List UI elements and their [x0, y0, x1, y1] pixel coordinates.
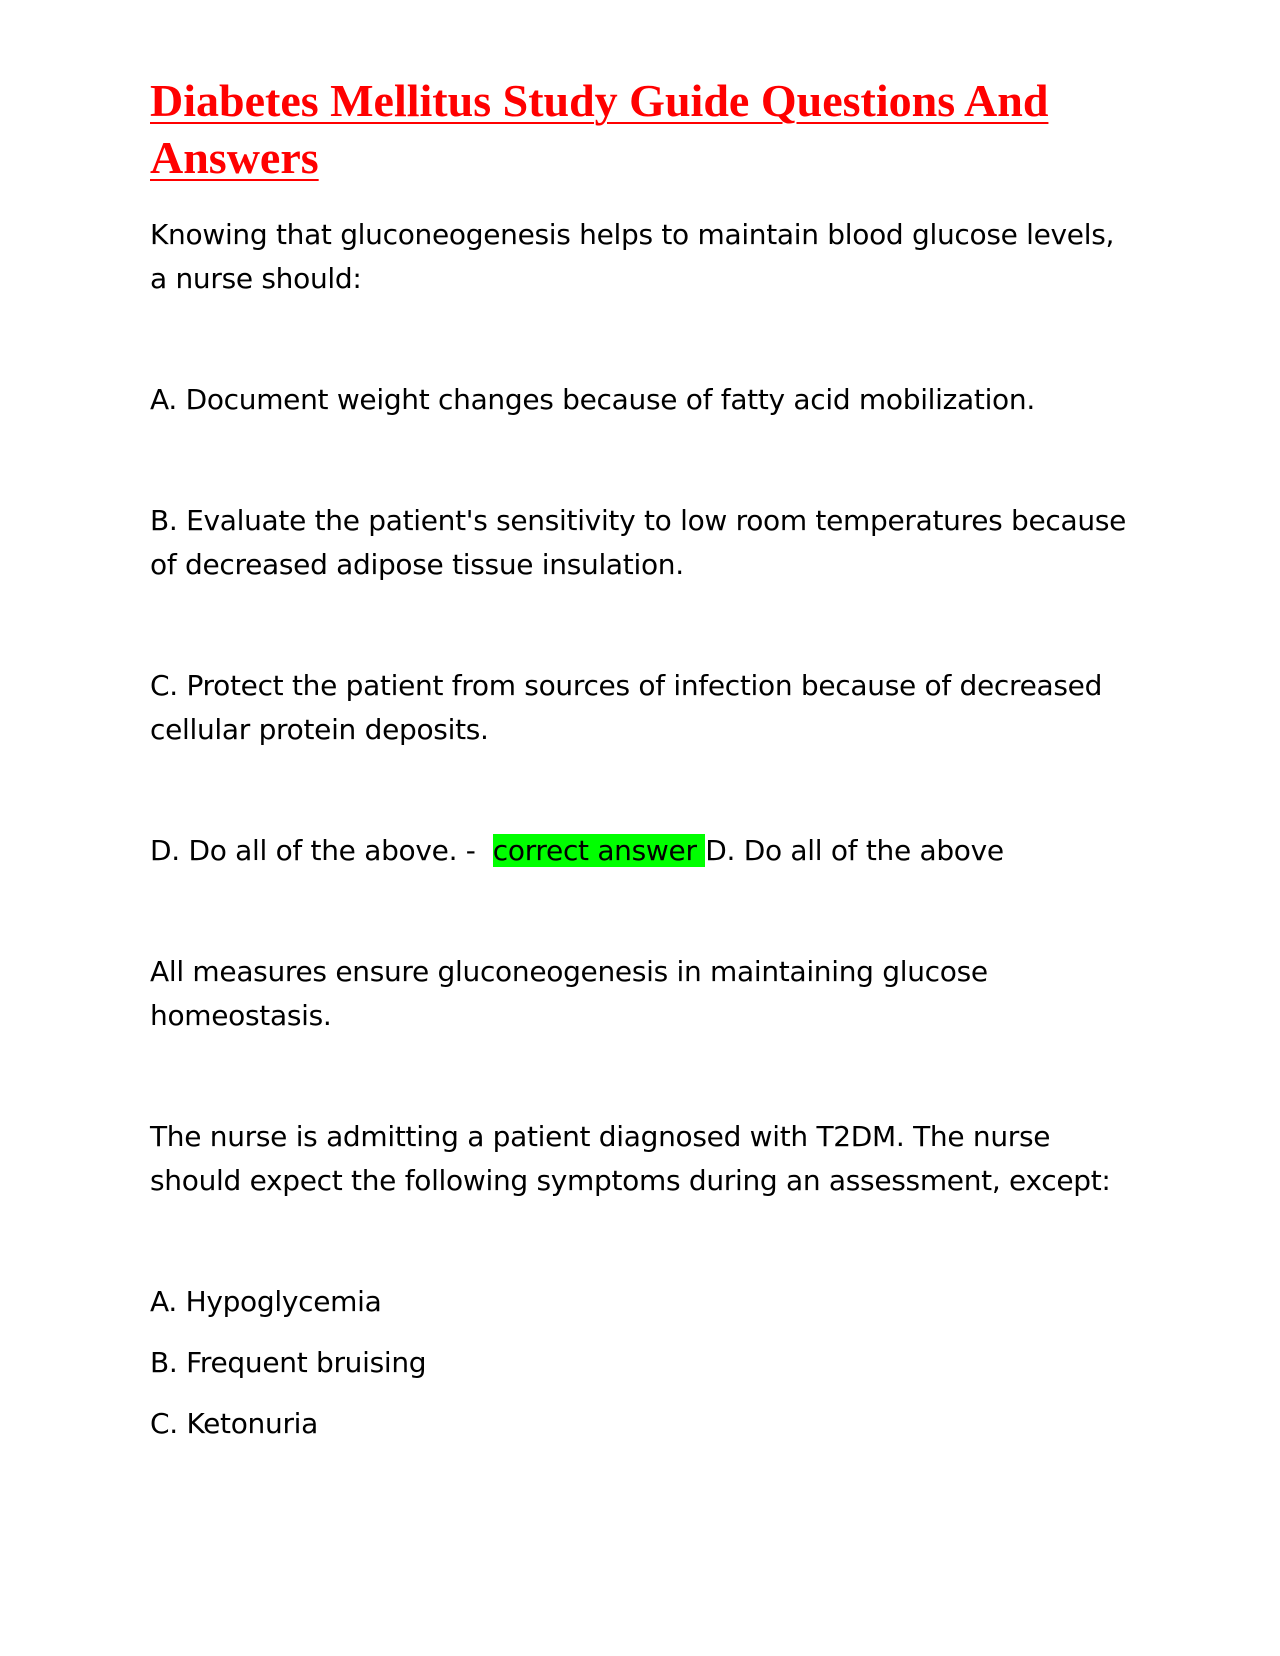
question-2-option-a: A. Hypoglycemia: [150, 1285, 382, 1318]
question-1-option-a: A. Document weight changes because of fatty acid mobilization.: [150, 383, 1035, 416]
question-1-rationale: All measures ensure gluconeogenesis in maintaining glucose homeostasis.: [150, 955, 988, 1032]
correct-answer-text: D. Do all of the above: [705, 834, 1004, 867]
question-2-option-b: B. Frequent bruising: [150, 1346, 427, 1379]
question-2-option-c: C. Ketonuria: [150, 1407, 318, 1440]
document-page: [150, 72, 1130, 1463]
correct-answer-highlight: correct answer: [492, 834, 706, 867]
question-2-stem: The nurse is admitting a patient diagnosed with T2DM. The nurse should expect the following symptoms during an assessment, except:: [150, 1120, 1111, 1197]
document-title: Diabetes Mellitus Study Guide Questions And Answers: [150, 75, 1049, 183]
question-1-stem: Knowing that gluconeogenesis helps to maintain blood glucose levels, a nurse should:: [150, 218, 1115, 295]
question-1-option-d: [150, 829, 1130, 873]
question-1-option-b: B. Evaluate the patient's sensitivity to low room temperatures because of decreased adipose tissue insulation.: [150, 504, 1127, 581]
question-1-option-c: C. Protect the patient from sources of infection because of decreased cellular protein deposits.: [150, 669, 1103, 746]
option-d-text: D. Do all of the above. -: [150, 834, 493, 867]
